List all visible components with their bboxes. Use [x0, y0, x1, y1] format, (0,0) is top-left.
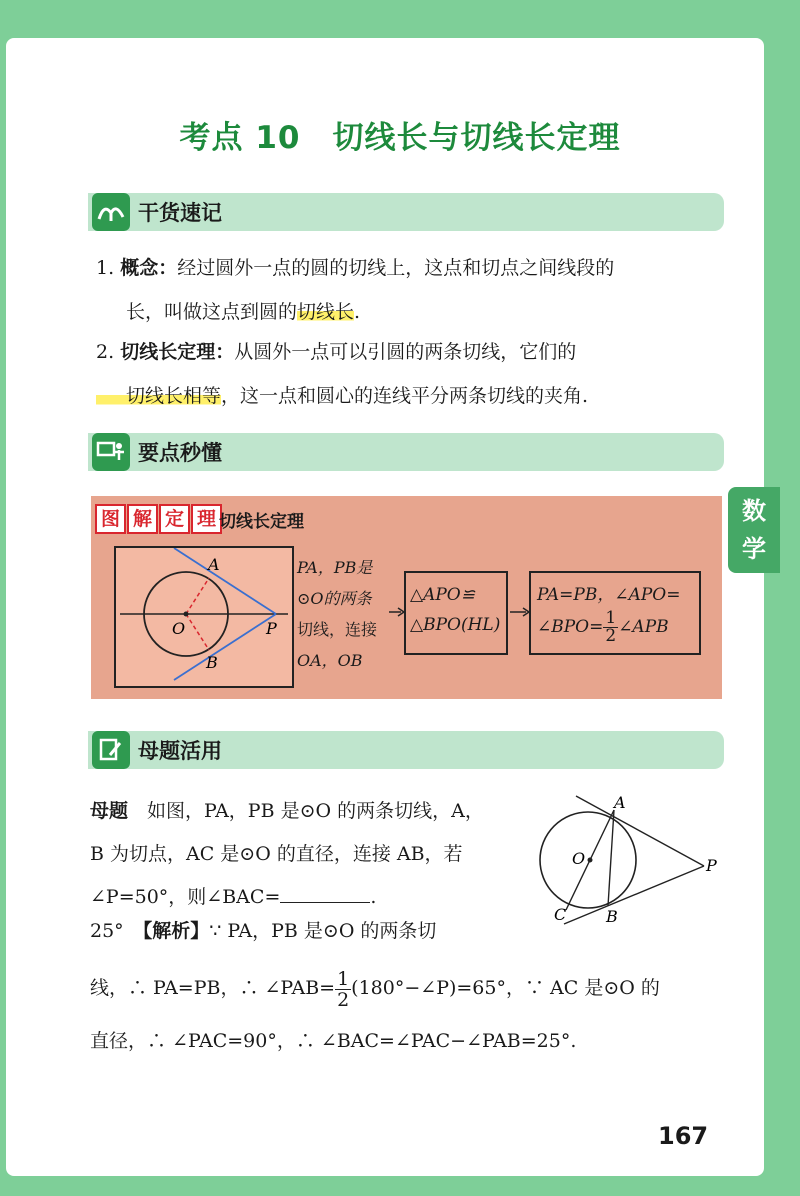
- condition-line: ⊙O的两条: [297, 589, 372, 608]
- page-number: 167: [658, 1122, 709, 1150]
- tangent-figure: [114, 546, 294, 688]
- problem-line-text: .: [370, 886, 377, 908]
- solution-line: [90, 910, 730, 953]
- fraction-den: 2: [605, 626, 617, 646]
- arrow-icon: [389, 606, 405, 618]
- page-title: 考点 10 切线长与切线长定理: [179, 120, 621, 156]
- answer-value: 25°: [90, 920, 124, 942]
- subject-tab[interactable]: [728, 487, 780, 573]
- leaf-icon: [92, 193, 130, 231]
- problem-line-text: ∠P=50°，则∠BAC=: [90, 886, 281, 908]
- section-header-practice: [88, 731, 724, 769]
- condition-line: OA，OB: [297, 651, 363, 670]
- section-label: 干货速记: [138, 201, 222, 225]
- diagram-title: 切线长定理: [219, 512, 304, 532]
- box-line: PA=PB，∠APO=: [537, 585, 681, 605]
- solution-line-text: 线，∴ PA=PB，∴ ∠PAB=: [90, 977, 336, 999]
- point-1: [96, 246, 726, 334]
- point-label: 概念：: [120, 257, 178, 279]
- point-text: 长，叫做这点到圆的: [126, 301, 298, 323]
- label-O: O: [172, 619, 186, 638]
- solution-label: 【解析】: [142, 920, 210, 942]
- label-B: B: [606, 907, 618, 926]
- fraction: [603, 610, 618, 645]
- box-line: △BPO(HL): [410, 615, 501, 635]
- box-text: ∠BPO=: [537, 617, 604, 637]
- highlight-term: 切线长: [297, 301, 355, 323]
- label-O: O: [572, 849, 586, 868]
- fraction-num: 1: [605, 608, 617, 628]
- highlight-term: 切线长相等: [96, 385, 221, 407]
- solution-line-text: ∵ PA，PB 是⊙O 的两条切: [209, 920, 437, 942]
- point-text: .: [354, 301, 361, 323]
- section-header-notes: [88, 193, 724, 231]
- label-A: A: [208, 555, 220, 574]
- solution-line: 直径，∴ ∠PAC=90°，∴ ∠BAC=∠PAC−∠PAB=25°.: [90, 1030, 577, 1052]
- fraction-num: 1: [337, 967, 350, 990]
- diagram-tag: [95, 504, 222, 534]
- point-number: 2.: [96, 341, 115, 363]
- section-label: 母题活用: [138, 739, 222, 763]
- condition-text: [297, 552, 401, 676]
- label-P: P: [706, 856, 717, 875]
- solution-line-text: (180°−∠P)=65°，∵ AC 是⊙O 的: [351, 977, 660, 999]
- teacher-icon: [92, 433, 130, 471]
- tab-char: 学: [742, 535, 766, 563]
- problem-text: [90, 790, 530, 919]
- point-text: 经过圆外一点的圆的切线上，这点和切点之间线段的: [177, 257, 615, 279]
- problem-line-text: 如图，PA，PB 是⊙O 的两条切线，A，: [147, 800, 484, 822]
- answer-blank[interactable]: [280, 883, 370, 903]
- conclusion-box: [529, 571, 701, 655]
- label-C: C: [554, 905, 567, 924]
- congruence-box: [404, 571, 508, 655]
- point-text: 从圆外一点可以引圆的两条切线，它们的: [234, 341, 577, 363]
- tag-char: 解: [127, 504, 158, 534]
- tab-char: 数: [742, 497, 766, 525]
- label-A: A: [614, 793, 626, 812]
- point-label: 切线长定理：: [120, 341, 235, 363]
- box-text: ∠APB: [618, 617, 669, 637]
- theorem-diagram-panel: [91, 496, 722, 699]
- fraction: [335, 969, 351, 1010]
- problem-line: B 为切点，AC 是⊙O 的直径，连接 AB，若: [90, 843, 463, 865]
- label-B: B: [206, 653, 218, 672]
- point-text: ，这一点和圆心的连线平分两条切线的夹角.: [221, 385, 589, 407]
- point-number: 1.: [96, 257, 115, 279]
- tag-char: 定: [159, 504, 190, 534]
- problem-line: [90, 790, 530, 833]
- section-header-keypoints: [88, 433, 724, 471]
- arrow-icon: [510, 606, 530, 618]
- section-label: 要点秒懂: [138, 441, 222, 465]
- problem-label: 母题: [90, 800, 129, 822]
- tag-char: 理: [191, 504, 222, 534]
- condition-line: 切线，连接: [297, 620, 378, 639]
- solution-text: [90, 910, 730, 1063]
- pencil-note-icon: [92, 731, 130, 769]
- condition-line: PA，PB是: [297, 558, 373, 577]
- tangent-figure-svg: [116, 548, 292, 686]
- point-2: [96, 330, 726, 418]
- fraction-den: 2: [337, 988, 350, 1011]
- tag-char: 图: [95, 504, 126, 534]
- label-P: P: [266, 619, 277, 638]
- box-line: [537, 610, 693, 645]
- box-line: △APO≌: [410, 585, 475, 605]
- solution-line: [90, 967, 730, 1010]
